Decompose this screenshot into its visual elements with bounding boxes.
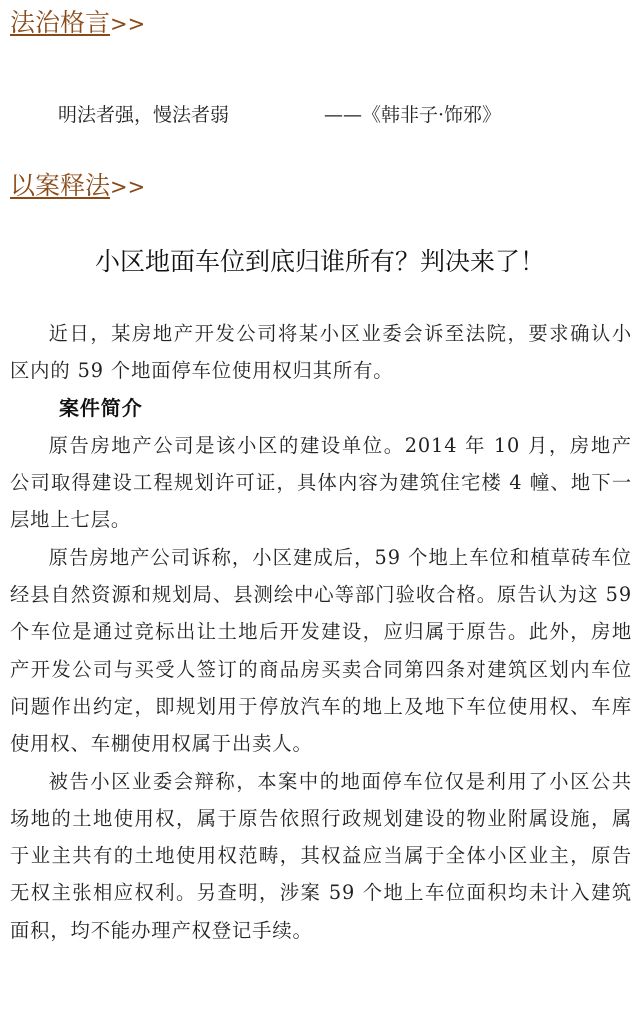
double-chevron-right-icon: >> [110, 12, 146, 36]
article-paragraph: 原告房地产公司诉称，小区建成后，59 个地上车位和植草砖车位经县自然资源和规划局、县测绘中心等部门验收合格。原告认为这 59 个车位是通过竞标出让土地后开发建设，应归属于原告。此外，房地产开发公司与买受人签订的商品房买卖合同第四条对建筑区划内车位问题作出约定，即规划用于停放汽车的地上及地下车位使用权、车库使用权、车棚使用权属于出卖人。 [10, 545, 632, 756]
motto-block [58, 100, 600, 130]
legal-motto-heading-text[interactable]: 法治格言 [10, 8, 111, 37]
case-summary-subheading: 案件简介 [59, 395, 143, 420]
article-title: 小区地面车位到底归谁所有？判决来了！ [94, 247, 545, 276]
article-intro-paragraph: 近日，某房地产开发公司将某小区业委会诉至法院，要求确认小区内的 59 个地面停车位使用权归其所有。 [10, 322, 632, 383]
motto-source: ——《韩非子·饰邪》 [324, 104, 502, 126]
case-law-heading-text[interactable]: 以案释法 [10, 171, 111, 200]
double-chevron-right-icon: >> [110, 175, 146, 199]
case-law-heading[interactable] [10, 171, 145, 202]
article-body [10, 315, 632, 949]
legal-motto-heading[interactable] [10, 8, 145, 39]
article-paragraph: 被告小区业委会辩称，本案中的地面停车位仅是利用了小区公共场地的土地使用权，属于原告依照行政规划建设的物业附属设施，属于业主共有的土地使用权范畴，其权益应当属于全体小区业主，原告无权主张相应权利。另查明，涉案 59 个地上车位面积均未计入建筑面积，均不能办理产权登记手续。 [10, 769, 632, 942]
article-paragraph: 原告房地产公司是该小区的建设单位。2014 年 10 月，房地产公司取得建设工程规划许可证，具体内容为建筑住宅楼 4 幢、地下一层地上七层。 [10, 433, 632, 532]
motto-quote: 明法者强，慢法者弱 [58, 104, 230, 126]
